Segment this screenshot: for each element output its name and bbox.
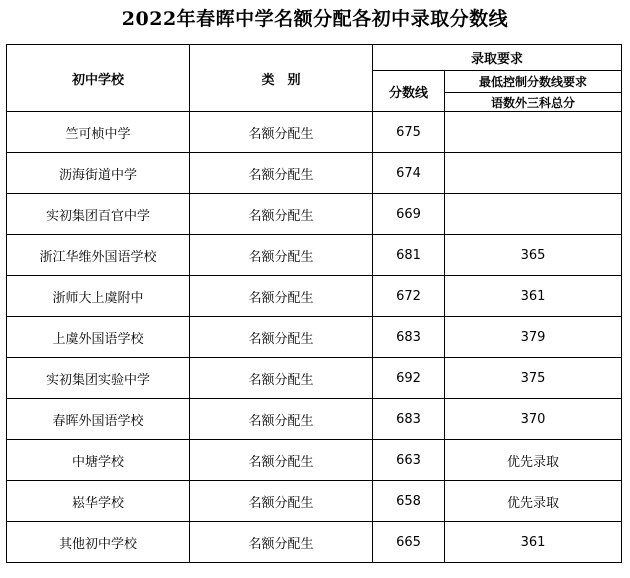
table-header	[7, 45, 622, 112]
category-cell: 名额分配生	[190, 440, 373, 481]
min-total-cell	[445, 112, 622, 153]
category-cell: 名额分配生	[190, 112, 373, 153]
min-total-cell: 379	[445, 317, 622, 358]
table-row	[7, 440, 622, 481]
table-row	[7, 276, 622, 317]
school-cell: 崧华学校	[7, 481, 190, 522]
school-cell: 浙江华维外国语学校	[7, 235, 190, 276]
score-cell: 672	[373, 276, 445, 317]
header-requirement: 录取要求	[373, 45, 622, 71]
score-cell: 681	[373, 235, 445, 276]
table-row	[7, 358, 622, 399]
table-row	[7, 399, 622, 440]
header-subjects-total: 语数外三科总分	[445, 93, 622, 112]
school-cell: 其他初中学校	[7, 522, 190, 563]
category-cell: 名额分配生	[190, 481, 373, 522]
header-category: 类 别	[190, 45, 373, 112]
table-row	[7, 235, 622, 276]
score-cell: 675	[373, 112, 445, 153]
table-row	[7, 317, 622, 358]
score-cell: 658	[373, 481, 445, 522]
table-row	[7, 522, 622, 563]
category-cell: 名额分配生	[190, 399, 373, 440]
school-cell: 实初集团实验中学	[7, 358, 190, 399]
header-score-line: 分数线	[373, 71, 445, 112]
score-cell: 669	[373, 194, 445, 235]
score-cell: 663	[373, 440, 445, 481]
school-cell: 竺可桢中学	[7, 112, 190, 153]
min-total-cell: 361	[445, 276, 622, 317]
school-cell: 上虞外国语学校	[7, 317, 190, 358]
category-cell: 名额分配生	[190, 235, 373, 276]
table-row	[7, 194, 622, 235]
category-cell: 名额分配生	[190, 194, 373, 235]
score-cell: 683	[373, 399, 445, 440]
school-cell: 中塘学校	[7, 440, 190, 481]
category-cell: 名额分配生	[190, 358, 373, 399]
min-total-cell: 优先录取	[445, 481, 622, 522]
category-cell: 名额分配生	[190, 153, 373, 194]
min-total-cell: 365	[445, 235, 622, 276]
school-cell: 沥海街道中学	[7, 153, 190, 194]
category-cell: 名额分配生	[190, 522, 373, 563]
admission-table	[6, 44, 622, 563]
min-total-cell	[445, 153, 622, 194]
school-cell: 实初集团百官中学	[7, 194, 190, 235]
table-row	[7, 112, 622, 153]
score-cell: 665	[373, 522, 445, 563]
header-school: 初中学校	[7, 45, 190, 112]
page-title: 2022年春晖中学名额分配各初中录取分数线	[121, 8, 509, 30]
score-cell: 683	[373, 317, 445, 358]
school-cell: 春晖外国语学校	[7, 399, 190, 440]
category-cell: 名额分配生	[190, 276, 373, 317]
category-cell: 名额分配生	[190, 317, 373, 358]
min-total-cell: 370	[445, 399, 622, 440]
table-row	[7, 153, 622, 194]
min-total-cell: 优先录取	[445, 440, 622, 481]
min-total-cell: 375	[445, 358, 622, 399]
min-total-cell: 361	[445, 522, 622, 563]
school-cell: 浙师大上虞附中	[7, 276, 190, 317]
score-cell: 674	[373, 153, 445, 194]
header-min-control: 最低控制分数线要求	[445, 71, 622, 93]
score-cell: 692	[373, 358, 445, 399]
table-row	[7, 481, 622, 522]
min-total-cell	[445, 194, 622, 235]
